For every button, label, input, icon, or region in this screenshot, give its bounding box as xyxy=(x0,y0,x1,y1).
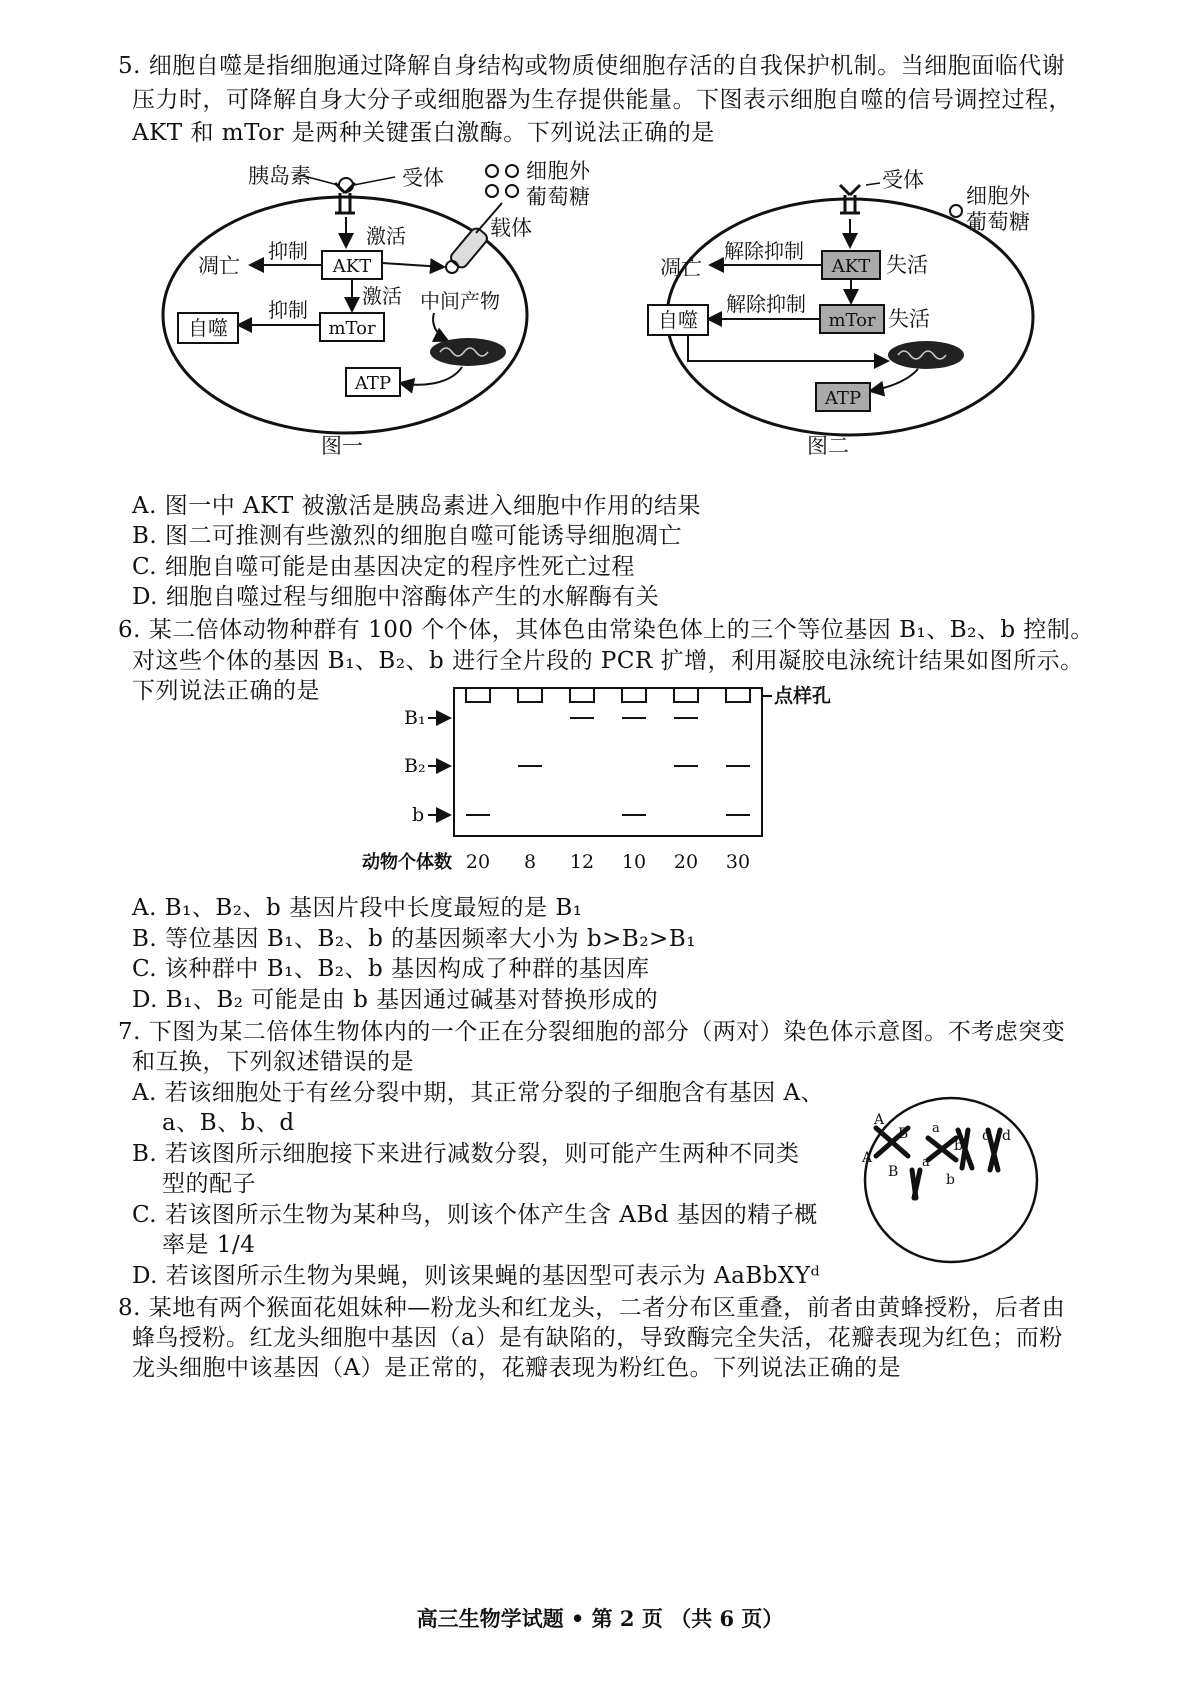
q7-option-b-line-1: B. 若该图所示细胞接下来进行减数分裂，则可能产生两种不同类 xyxy=(132,1141,800,1167)
fig1-atp-label: ATP xyxy=(354,373,392,394)
q5-stem-line-3: AKT 和 mTor 是两种关键蛋白激酶。下列说法正确的是 xyxy=(132,120,715,146)
fig2-mtor-label: mTor xyxy=(828,310,876,331)
gene-label-d-2: d xyxy=(1002,1128,1011,1144)
gel-lane-count: 10 xyxy=(621,851,647,873)
q7-option-a-line-2: a、B、b、d xyxy=(162,1110,295,1136)
q7-option-b-line-2: 型的配子 xyxy=(162,1171,256,1197)
q7-stem-line-1: 7. 下图为某二倍体生物体内的一个正在分裂细胞的部分（两对）染色体示意图。不考虑突变 xyxy=(118,1019,1066,1045)
gel-row-label-b1: B₁ xyxy=(404,707,426,729)
fig1-intermediate-label: 中间产物 xyxy=(420,289,500,313)
fig1-autophagy-label: 自噬 xyxy=(188,316,228,340)
gel-lane-count: 30 xyxy=(725,851,751,873)
fig2-receptor-label: 受体 xyxy=(882,168,924,192)
gel-lane-count: 12 xyxy=(569,851,595,873)
q7-option-c-line-1: C. 若该图所示生物为某种鸟，则该个体产生含 ABd 基因的精子概 xyxy=(132,1202,818,1228)
gel-row-label-b2: B₂ xyxy=(404,755,426,777)
gene-label-B-1: B xyxy=(898,1126,909,1142)
q8-stem-line-2: 蜂鸟授粉。红龙头细胞中基因（a）是有缺陷的，导致酶完全失活，花瓣表现为红色；而粉 xyxy=(132,1325,1063,1351)
fig1-inhibit-label-1: 抑制 xyxy=(268,239,308,263)
gel-row-label-b: b xyxy=(412,804,425,826)
fig1-insulin-label: 胰岛素 xyxy=(248,164,311,188)
fig2-release-label-1: 解除抑制 xyxy=(724,239,804,263)
figure-1-caption: 图一 xyxy=(321,434,363,458)
carrier-icon xyxy=(449,226,490,270)
page-footer: 高三生物学试题 • 第 2 页 （共 6 页） xyxy=(416,1606,784,1631)
q8-stem-line-3: 龙头细胞中该基因（A）是正常的，花瓣表现为粉红色。下列说法正确的是 xyxy=(132,1355,902,1381)
fig2-release-label-2: 解除抑制 xyxy=(726,292,806,316)
q8-stem-line-1: 8. 某地有两个猴面花姐妹种—粉龙头和红龙头，二者分布区重叠，前者由黄蜂授粉，后者由 xyxy=(118,1295,1066,1321)
fig1-activate-label-1: 激活 xyxy=(366,224,406,248)
q5-option-c: C. 细胞自噬可能是由基因决定的程序性死亡过程 xyxy=(132,554,635,580)
fig2-apoptosis-label: 凋亡 xyxy=(660,256,702,280)
fig2-ext-glucose-label-1: 细胞外 xyxy=(966,184,1031,208)
q6-stem-line-3: 下列说法正确的是 xyxy=(132,678,320,704)
fig2-inactive-label-1: 失活 xyxy=(886,253,928,277)
fig1-apoptosis-label: 凋亡 xyxy=(198,254,240,278)
mitochondrion-icon xyxy=(430,338,506,366)
gel-frame xyxy=(454,688,762,836)
q7-stem-line-2: 和互换，下列叙述错误的是 xyxy=(132,1049,414,1075)
mitochondrion-icon-2 xyxy=(888,341,964,369)
gene-label-d-1: d xyxy=(982,1128,991,1144)
q6-option-b: B. 等位基因 B₁、B₂、b 的基因频率大小为 b>B₂>B₁ xyxy=(132,926,696,952)
q6-option-a: A. B₁、B₂、b 基因片段中长度最短的是 B₁ xyxy=(132,895,583,921)
fig1-activate-label-2: 激活 xyxy=(362,284,402,308)
gel-electrophoresis-figure xyxy=(362,680,870,880)
q6-option-c: C. 该种群中 B₁、B₂、b 基因构成了种群的基因库 xyxy=(132,956,650,982)
q5-option-a: A. 图一中 AKT 被激活是胰岛素进入细胞中作用的结果 xyxy=(132,493,701,519)
fig2-inactive-label-2: 失活 xyxy=(888,307,930,331)
gene-label-A-1: A xyxy=(874,1112,885,1128)
fig2-ext-glucose-label-2: 葡萄糖 xyxy=(966,210,1031,234)
q6-stem-line-1: 6. 某二倍体动物种群有 100 个个体，其体色由常染色体上的三个等位基因 B₁、B₂、b 控制。 xyxy=(118,617,1094,643)
fig1-ext-glucose-label-1: 细胞外 xyxy=(526,159,591,183)
fig2-akt-label: AKT xyxy=(831,256,871,277)
fig1-inhibit-label-2: 抑制 xyxy=(268,298,308,322)
q6-option-d: D. B₁、B₂ 可能是由 b 基因通过碱基对替换形成的 xyxy=(132,987,659,1013)
gene-label-A-2: A xyxy=(862,1150,873,1166)
chromosome-cell-figure xyxy=(858,1090,1044,1270)
q7-option-c-line-2: 率是 1/4 xyxy=(162,1232,256,1258)
q7-option-d: D. 若该图所示生物为果蝇，则该果蝇的基因型可表示为 AaBbXYᵈ xyxy=(132,1263,821,1289)
q7-option-a-line-1: A. 若该细胞处于有丝分裂中期，其正常分裂的子细胞含有基因 A、 xyxy=(132,1080,825,1106)
gene-label-b-2: b xyxy=(946,1172,955,1188)
q6-stem-line-2: 对这些个体的基因 B₁、B₂、b 进行全片段的 PCR 扩增，利用凝胶电泳统计结果如图所示。 xyxy=(132,648,1084,674)
fig2-atp-label: ATP xyxy=(824,388,862,409)
q5-option-b: B. 图二可推测有些激烈的细胞自噬可能诱导细胞凋亡 xyxy=(132,523,683,549)
glucose-icon xyxy=(486,165,518,197)
gene-label-a-2: a xyxy=(922,1155,930,1170)
gel-lane-count: 20 xyxy=(673,851,699,873)
q5-option-d: D. 细胞自噬过程与细胞中溶酶体产生的水解酶有关 xyxy=(132,584,660,610)
fig1-akt-label: AKT xyxy=(332,256,372,277)
glucose-icon-2 xyxy=(950,205,962,217)
gene-label-a-1: a xyxy=(932,1121,940,1136)
gene-label-B-2: B xyxy=(888,1164,899,1180)
gel-count-label: 动物个体数 xyxy=(362,852,452,873)
gel-lane-count: 20 xyxy=(465,851,491,873)
figure-2-caption: 图二 xyxy=(807,434,849,458)
fig2-autophagy-label: 自噬 xyxy=(658,308,698,332)
gel-lane-count: 8 xyxy=(523,851,537,873)
fig1-carrier-label: 载体 xyxy=(490,216,532,240)
fig1-mtor-label: mTor xyxy=(328,318,376,339)
fig1-receptor-label: 受体 xyxy=(402,166,444,190)
well-label: 点样孔 xyxy=(774,685,832,707)
fig1-ext-glucose-label-2: 葡萄糖 xyxy=(526,185,591,209)
gene-label-b-1: b xyxy=(954,1138,963,1154)
q5-stem-line-2: 压力时，可降解自身大分子或细胞器为生存提供能量。下图表示细胞自噬的信号调控过程， xyxy=(132,87,1072,113)
glucose-in-cell-icon xyxy=(446,261,458,273)
figure-1-diagram xyxy=(150,155,550,465)
q5-stem-line-1: 5. 细胞自噬是指细胞通过降解自身结构或物质使细胞存活的自我保护机制。当细胞面临代谢 xyxy=(118,53,1066,79)
